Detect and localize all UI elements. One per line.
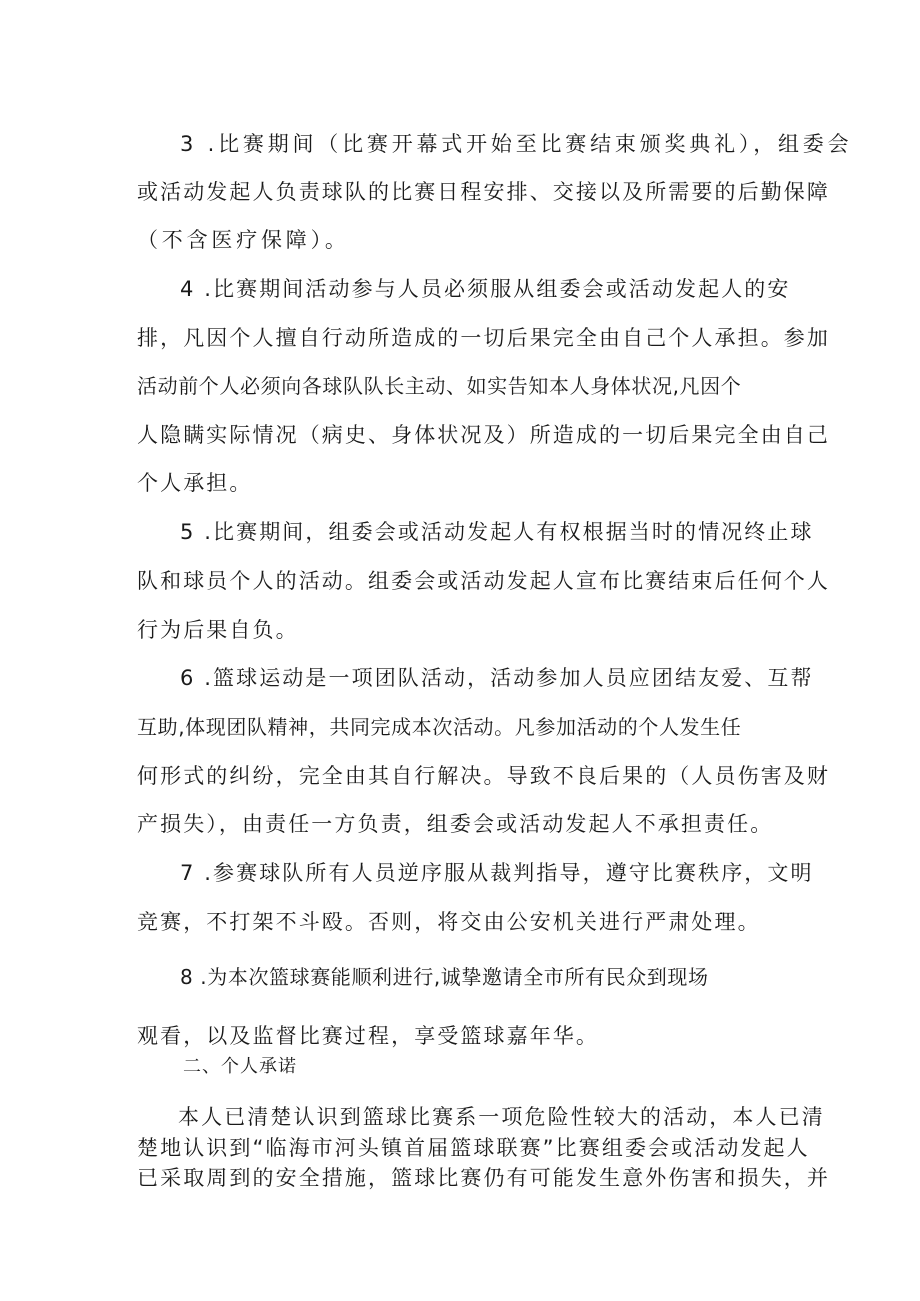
paragraph-4-line-4: 人隐瞒实际情况（病史、身体状况及）所造成的一切后果完全由自己 bbox=[137, 423, 830, 447]
commitment-line-2: 楚地认识到“临海市河头镇首届篮球联赛”比赛组委会或活动发起人 bbox=[137, 1136, 810, 1160]
paragraph-6-line-1: 6 .篮球运动是一项团队活动，活动参加人员应团结友爱、互帮 bbox=[180, 666, 814, 690]
paragraph-7-line-1: 7 .参赛球队所有人员逆序服从裁判指导，遵守比赛秩序，文明 bbox=[180, 861, 814, 885]
paragraph-6-line-2: 互助,体现团队精神，共同完成本次活动。凡参加活动的个人发生任 bbox=[137, 715, 742, 739]
paragraph-6-line-4: 产损失），由责任一方负责，组委会或活动发起人不承担责任。 bbox=[137, 812, 774, 836]
paragraph-8-line-1: 8 .为本次篮球赛能顺利进行,诚挚邀请全市所有民众到现场 bbox=[180, 965, 709, 989]
paragraph-6-line-3: 何形式的纠纷，完全由其自行解决。导致不良后果的（人员伤害及财 bbox=[137, 764, 830, 788]
paragraph-5-line-3: 行为后果自负。 bbox=[137, 618, 299, 642]
paragraph-5-line-1: 5 .比赛期间，组委会或活动发起人有权根据当时的情况终止球 bbox=[180, 520, 814, 544]
commitment-line-3: 已采取周到的安全措施，篮球比赛仍有可能发生意外伤害和损失，并 bbox=[137, 1166, 830, 1190]
section-heading: 二、个人承诺 bbox=[183, 1056, 297, 1077]
paragraph-3-line-3: （不含医疗保障）。 bbox=[137, 228, 350, 252]
paragraph-4-line-2: 排，凡因个人擅自行动所造成的一切后果完全由自己个人承担。参加 bbox=[137, 326, 830, 350]
paragraph-7-line-2: 竞赛，不打架不斗殴。否则，将交由公安机关进行严肃处理。 bbox=[137, 910, 761, 934]
paragraph-8-line-2: 观看，以及监督比赛过程，享受篮球嘉年华。 bbox=[137, 1024, 599, 1048]
paragraph-3-line-1: 3 .比赛期间（比赛开幕式开始至比赛结束颁奖典礼），组委会 bbox=[180, 132, 853, 156]
paragraph-5-line-2: 队和球员个人的活动。组委会或活动发起人宣布比赛结束后任何个人 bbox=[137, 569, 830, 593]
paragraph-4-line-1: 4 .比赛期间活动参与人员必须服从组委会或活动发起人的安 bbox=[180, 277, 791, 301]
commitment-line-1: 本人已清楚认识到篮球比赛系一项危险性较大的活动，本人已清 bbox=[178, 1105, 825, 1129]
paragraph-3-line-2: 或活动发起人负责球队的比赛日程安排、交接以及所需要的后勤保障 bbox=[137, 180, 830, 204]
paragraph-4-line-5: 个人承担。 bbox=[137, 471, 253, 495]
paragraph-4-line-3: 活动前个人必须向各球队队长主动、如实告知本人身体状况,凡因个 bbox=[137, 374, 742, 398]
